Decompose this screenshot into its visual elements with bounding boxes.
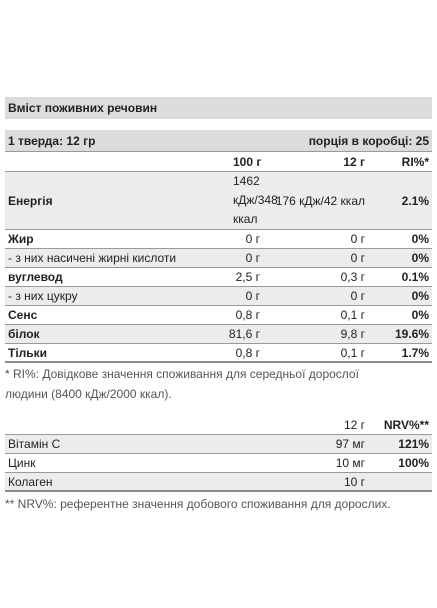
nutrient-per100: 0 г: [245, 232, 260, 246]
panel-title: Вміст поживних речовин: [8, 101, 158, 115]
vitamin-name: Колаген: [8, 474, 53, 489]
ri-footnote-line1: * RI%: Довідкове значення споживання для середньої дорослої: [5, 367, 359, 381]
table-row: [5, 435, 432, 454]
table-row: [5, 249, 432, 268]
col-per100-header: 100 г: [233, 154, 262, 169]
nutrient-per100: 0 г: [245, 289, 260, 303]
nutrient-name: білок: [8, 327, 40, 341]
title-bar: [5, 97, 432, 119]
energy-label: Енергія: [8, 193, 53, 208]
table-row: [5, 287, 432, 306]
vit-col-nrv-header: NRV%**: [383, 417, 429, 432]
energy-per100: [233, 172, 278, 229]
nutrient-per-serving: 9,8 г: [340, 327, 365, 341]
nutrient-ri: 0%: [411, 289, 429, 303]
nutrient-ri: 0%: [411, 308, 429, 322]
vitamin-per-serving: 10 г: [343, 474, 365, 489]
vitamin-per-serving: 97 мг: [335, 437, 365, 451]
nutrient-per-serving: 0,1 г: [340, 345, 365, 360]
nutrient-ri: 0%: [411, 232, 429, 246]
table-row: [5, 473, 432, 492]
vitamin-nrv: 121%: [398, 437, 429, 451]
energy-per-serving: 176 кДж/42 ккал: [275, 193, 365, 208]
nutrition-header-row: [5, 152, 432, 172]
nrv-footnote: ** NRV%: референтне значення добового споживання для дорослих.: [5, 497, 391, 511]
energy-row: [5, 172, 432, 230]
table-row: [5, 325, 432, 344]
serving-row: [5, 130, 432, 152]
energy-per100-line1: 1462: [233, 174, 260, 188]
table-row: [5, 344, 432, 363]
nutrient-ri: 1.7%: [401, 345, 429, 360]
energy-ri: 2.1%: [401, 193, 429, 208]
nutrient-ri: 0%: [411, 251, 429, 265]
nutrient-name: Тільки: [8, 345, 48, 360]
nutrient-name: - з них насичені жирні кислоти: [8, 251, 177, 265]
table-row: [5, 454, 432, 473]
nutrient-name: Жир: [8, 232, 34, 246]
nutrient-name: - з них цукру: [8, 289, 78, 303]
vitamin-name: Вітамін С: [8, 437, 61, 451]
vit-col-serving-header: 12 г: [343, 417, 365, 432]
vitamins-header-row: [5, 415, 432, 435]
table-row: [5, 306, 432, 325]
nutrient-name: вуглевод: [8, 270, 63, 284]
nutrient-per100: 0,8 г: [235, 345, 260, 360]
energy-per100-line2: кДж/348: [233, 193, 278, 207]
nutrient-ri: 19.6%: [394, 327, 429, 341]
ri-footnote: [5, 364, 432, 404]
servings-per-box: порція в коробці: 25: [308, 133, 429, 148]
nutrient-per100: 2,5 г: [235, 270, 260, 284]
table-row: [5, 268, 432, 287]
vitamin-nrv: 100%: [398, 456, 429, 470]
nutrient-name: Сенс: [8, 308, 38, 322]
nutrient-per-serving: 0 г: [350, 251, 365, 265]
energy-per100-line3: ккал: [233, 212, 258, 226]
nutrient-per-serving: 0 г: [350, 232, 365, 246]
nutrient-per-serving: 0,1 г: [340, 308, 365, 322]
vitamin-per-serving: 10 мг: [335, 456, 365, 470]
nutrient-per100: 81,6 г: [228, 327, 260, 341]
nutrient-per-serving: 0 г: [350, 289, 365, 303]
col-serving-header: 12 г: [343, 154, 365, 169]
vitamin-name: Цинк: [8, 456, 36, 470]
table-row: [5, 230, 432, 249]
col-ri-header: RI%*: [401, 154, 429, 169]
nutrient-per-serving: 0,3 г: [340, 270, 365, 284]
nutrient-ri: 0.1%: [401, 270, 429, 284]
nutrient-per100: 0 г: [245, 251, 260, 265]
ri-footnote-line2: людини (8400 кДж/2000 ккал).: [5, 387, 172, 401]
nutrient-per100: 0,8 г: [235, 308, 260, 322]
serving-size: 1 тверда: 12 гр: [8, 133, 96, 148]
